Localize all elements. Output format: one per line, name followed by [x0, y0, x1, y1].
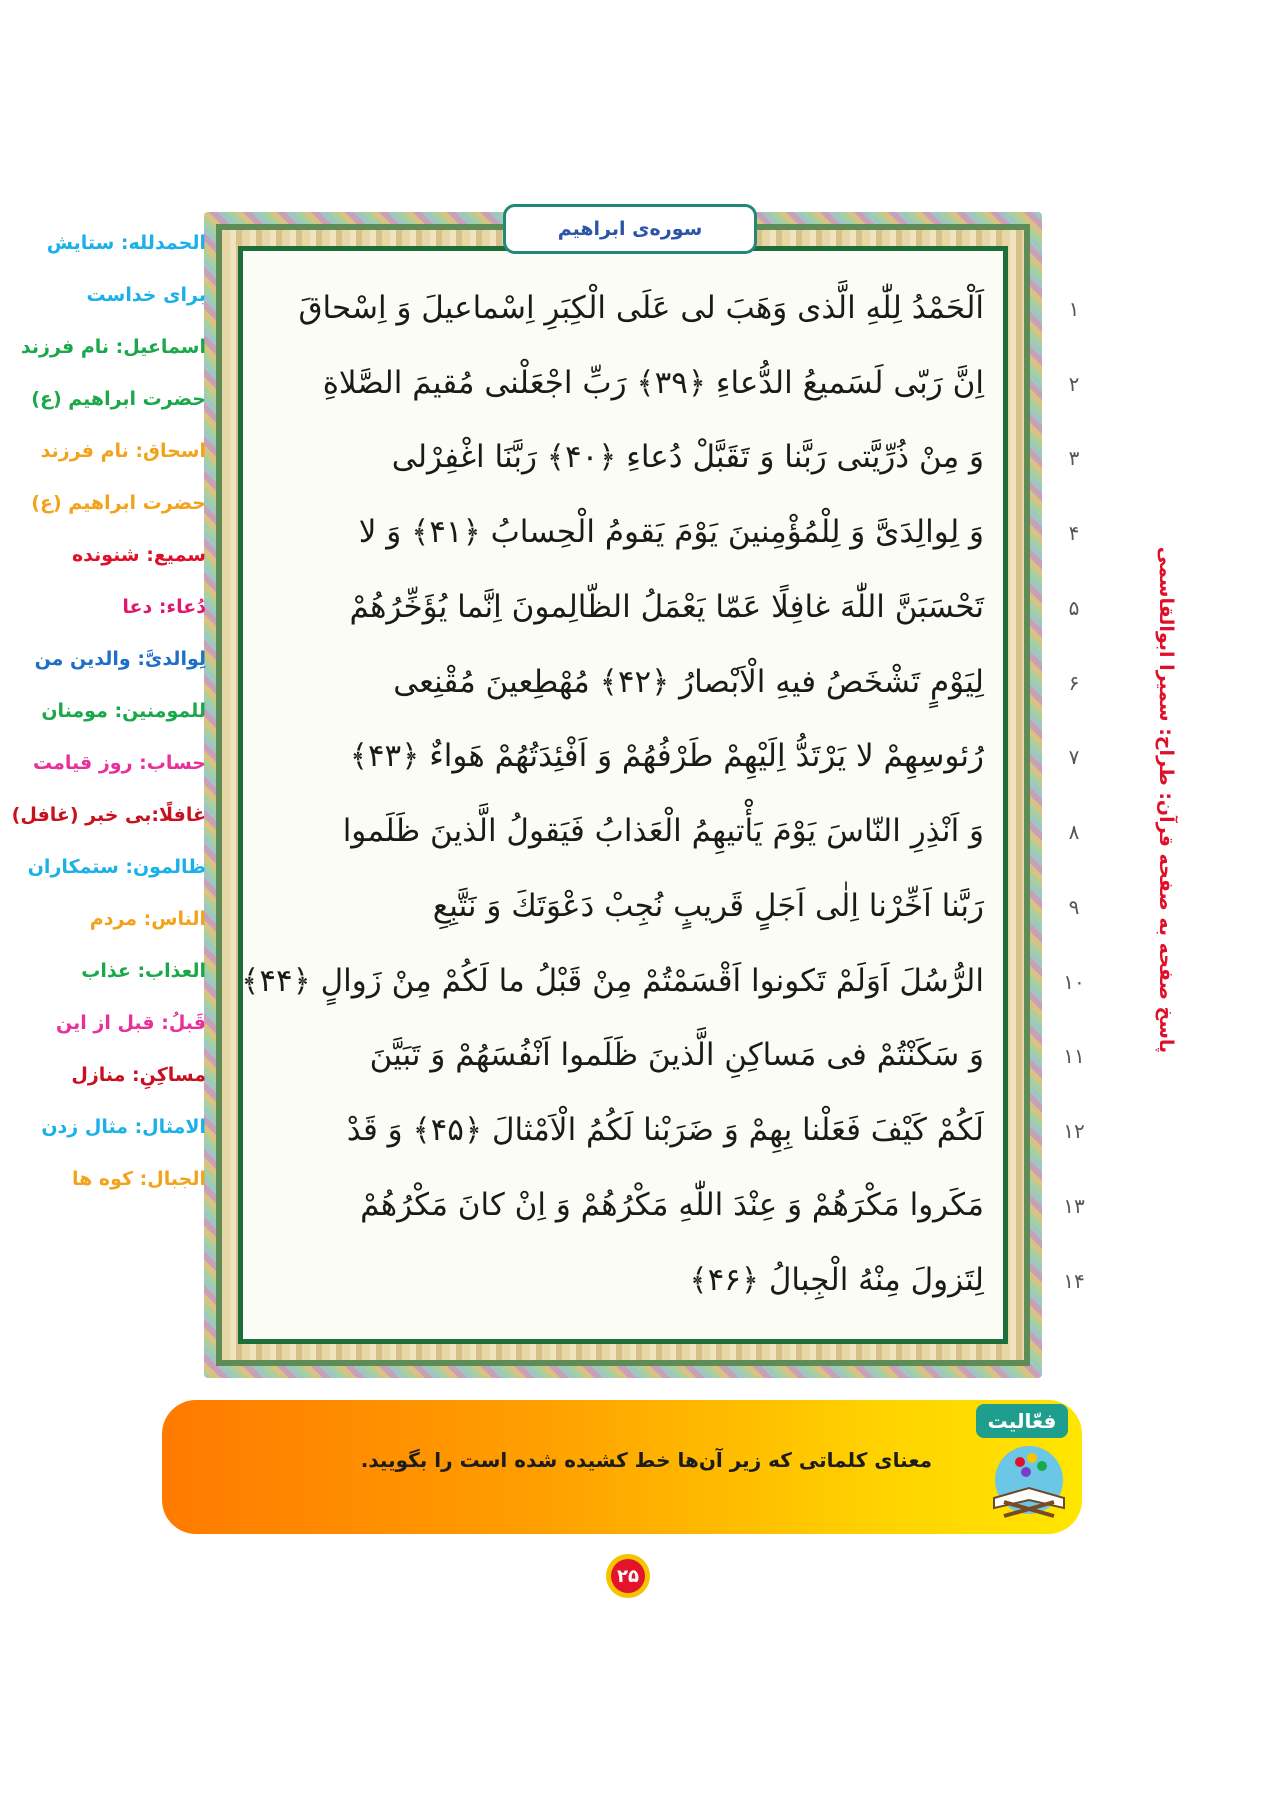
verse-line: وَ سَکَنْتُمْ فی مَساکِنِ الَّذینَ ظَلَموا اَنْفُسَهُمْ وَ تَبَیَّنَ	[369, 1037, 984, 1073]
verse-line: لَکُمْ کَیْفَ فَعَلْنا بِهِمْ وَ ضَرَبْنا لَکُمُ الْاَمْثالَ ﴿۴۵﴾ وَ قَدْ	[346, 1112, 984, 1148]
designer-credit	[1148, 540, 1184, 1060]
gloss-item: الامثال: مثال زدن	[41, 1116, 206, 1138]
activity-label: فعّالیت	[976, 1404, 1068, 1438]
gloss-item: لِوالدیَّ: والدین من	[34, 648, 206, 670]
verse-line: مَکَروا مَکْرَهُمْ وَ عِنْدَ اللّٰهِ مَکْرُهُمْ وَ اِنْ کانَ مَکْرُهُمْ	[360, 1187, 984, 1223]
gloss-item: حساب: روز قیامت	[33, 752, 206, 774]
surah-title: سوره‌ی ابراهیم	[503, 204, 757, 254]
line-number: ۱۳	[1063, 1194, 1085, 1218]
line-number: ۲	[1068, 372, 1080, 396]
gloss-item: الجبال: کوه ها	[71, 1168, 206, 1190]
quran-book-icon	[976, 1444, 1082, 1528]
line-number: ۴	[1068, 521, 1080, 545]
line-number: ۶	[1068, 671, 1080, 695]
activity-instruction: معنای کلماتی که زیر آن‌ها خط کشیده شده است را بگویید.	[360, 1448, 932, 1472]
verse-line: اَلْحَمْدُ لِلّٰهِ الَّذی وَهَبَ لی عَلَی الْکِبَرِ اِسْماعیلَ وَ اِسْحاقَ	[298, 290, 984, 326]
verse-line: تَحْسَبَنَّ اللّٰهَ غافِلًا عَمّا یَعْمَلُ الظّالِمونَ اِنَّما یُؤَخِّرُهُمْ	[349, 589, 984, 625]
gloss-item: قَبلُ: قبل از این	[56, 1012, 206, 1034]
gloss-item: دُعاء: دعا	[122, 596, 206, 618]
verse-line: وَ اَنْذِرِ النّاسَ یَوْمَ یَأْتیهِمُ الْعَذابُ فَیَقولُ الَّذینَ ظَلَموا	[342, 813, 984, 849]
verse-line: الرُّسُلَ اَوَلَمْ تَکونوا اَقْسَمْتُمْ مِنْ قَبْلُ ما لَکُمْ مِنْ زَوالٍ ﴿۴۴﴾	[241, 963, 984, 999]
gloss-item: مساکِنِ: منازل	[71, 1064, 206, 1086]
line-number: ۱۱	[1063, 1044, 1085, 1068]
designer-credit-text: پاسخ صفحه به صفحه قرآن: طراح: سمیرا ابوالقاسمی	[1155, 546, 1178, 1054]
verse-line: رَبَّنا اَخِّرْنا اِلٰی اَجَلٍ قَریبٍ نُجِبْ دَعْوَتَكَ وَ نَتَّبِعِ	[432, 888, 984, 924]
verse-line: لِتَزولَ مِنْهُ الْجِبالُ ﴿۴۶﴾	[689, 1262, 984, 1298]
gloss-item: الحمدلله: ستایش	[46, 232, 206, 254]
line-number: ۱۲	[1063, 1119, 1085, 1143]
gloss-item: حضرت ابراهیم (ع)	[31, 388, 206, 410]
gloss-item: غافلًا:بی خبر (غافل)	[11, 804, 206, 826]
gloss-item: اسحاق: نام فرزند	[40, 440, 206, 462]
gloss-item: الناس: مردم	[89, 908, 206, 930]
gloss-item: ظالمون: ستمکاران	[27, 856, 206, 878]
verse-line: وَ مِنْ ذُرِّیَّتی رَبَّنا وَ تَقَبَّلْ دُعاءِ ﴿۴۰﴾ رَبَّنَا اغْفِرْلی	[391, 439, 984, 475]
verse-line: اِنَّ رَبّی لَسَمیعُ الدُّعاءِ ﴿۳۹﴾ رَبِّ اجْعَلْنی مُقیمَ الصَّلاةِ	[322, 365, 984, 401]
line-number: ۷	[1068, 745, 1080, 769]
verse-line: وَ لِوالِدَیَّ وَ لِلْمُؤْمِنینَ یَوْمَ یَقومُ الْحِسابُ ﴿۴۱﴾ وَ لا	[358, 514, 984, 550]
gloss-item: برای خداست	[86, 284, 206, 306]
line-number: ۳	[1068, 446, 1080, 470]
page-number: ۲۵	[611, 1559, 645, 1593]
line-number: ۱	[1068, 297, 1080, 321]
line-number: ۹	[1068, 895, 1080, 919]
line-number: ۱۰	[1063, 970, 1085, 994]
gloss-item: سمیع: شنونده	[71, 544, 206, 566]
gloss-item: العذاب: عذاب	[81, 960, 206, 982]
line-number: ۸	[1068, 820, 1080, 844]
line-number: ۵	[1068, 596, 1080, 620]
verse-line: لِیَوْمٍ تَشْخَصُ فیهِ الْاَبْصارُ ﴿۴۲﴾ مُهْطِعینَ مُقْنِعی	[393, 664, 984, 700]
quran-text-area	[243, 251, 1003, 1339]
gloss-item: اسماعیل: نام فرزند	[20, 336, 206, 358]
line-number: ۱۴	[1063, 1269, 1085, 1293]
verse-line: رُئوسِهِمْ لا یَرْتَدُّ اِلَیْهِمْ طَرْفُهُمْ وَ اَفْئِدَتُهُمْ هَواءٌ ﴿۴۳﴾	[349, 738, 984, 774]
page-number-badge	[606, 1554, 650, 1598]
gloss-item: للمومنین: مومنان	[41, 700, 206, 722]
gloss-item: حضرت ابراهیم (ع)	[31, 492, 206, 514]
